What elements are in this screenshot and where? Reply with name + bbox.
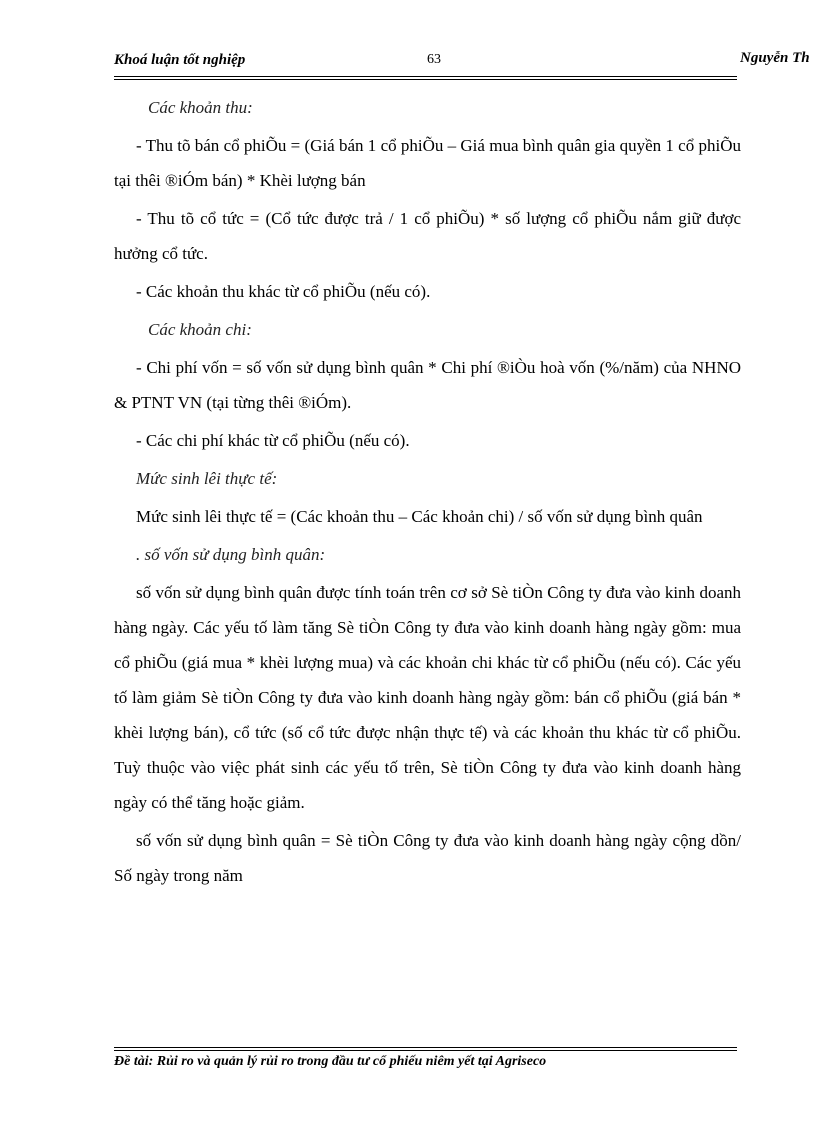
footer-rule-top xyxy=(114,1047,737,1048)
formula-so-von: số vốn sử dụng bình quân = Sè tiÒn Công ty đưa vào kinh doanh hàng ngày cộng dồn/ Số ngày trong năm xyxy=(114,831,741,885)
paragraph-so-von: số vốn sử dụng bình quân được tính toán trên cơ sở Sè tiÒn Công ty đưa vào kinh doanh hàng ngày. Các yếu tố làm tăng Sè tiÒn Công ty đưa vào kinh doanh hàng ngày gồm: mua cổ phiÕu (giá mua * khèi lượng mua) và các khoản chi khác từ cổ phiÕu (nếu có). Các yếu tố làm giảm Sè tiÒn Công ty đưa vào kinh doanh hàng ngày gồm: bán cổ phiÕu (giá bán * khèi lượng bán), cổ tức (số cổ tức được nhận thực tế) và các khoản thu khác từ cổ phiÕu. Tuỳ thuộc vào việc phát sinh các yếu tố trên, Sè tiÒn Công ty đưa vào kinh doanh hàng ngày có thể tăng hoặc giảm. xyxy=(114,583,741,812)
heading-khoan-chi: Các khoản chi: xyxy=(148,320,252,339)
item-chi-phi-von: - Chi phí vốn = số vốn sử dụng bình quân * Chi phí ®iÒu hoà vốn (%/năm) của NHNO & PTNT VN (tại từng thêi ®iÓm). xyxy=(114,358,741,412)
footer-rule-bottom xyxy=(114,1050,737,1051)
page-number: 63 xyxy=(427,52,441,67)
heading-so-von: . số vốn sử dụng bình quân: xyxy=(136,545,326,564)
document-body xyxy=(114,90,741,893)
heading-muc-sinh-loi: Mức sinh lêi thực tế: xyxy=(136,469,278,488)
item-thu-khac: - Các khoản thu khác từ cổ phiÕu (nếu có). xyxy=(136,282,431,301)
header-author: Nguyễn Th xyxy=(740,50,810,66)
item-chi-phi-khac: - Các chi phí khác từ cổ phiÕu (nếu có). xyxy=(136,431,410,450)
header-rule-bottom xyxy=(114,79,737,80)
heading-khoan-thu: Các khoản thu: xyxy=(148,98,253,117)
header-rule-top xyxy=(114,76,737,77)
item-thu-co-tuc: - Thu tõ cổ tức = (Cổ tức được trả / 1 cổ phiÕu) * số lượng cổ phiÕu nắm giữ được hưởng cổ tức. xyxy=(114,209,741,263)
header-thesis-label: Khoá luận tốt nghiệp xyxy=(114,52,246,68)
item-thu-ban-co-phieu: - Thu tõ bán cổ phiÕu = (Giá bán 1 cổ phiÕu – Giá mua bình quân gia quyền 1 cổ phiÕu tại thêi ®iÓm bán) * Khèi lượng bán xyxy=(114,136,741,190)
footer-topic: Đề tài: Rủi ro và quản lý rủi ro trong đầu tư cổ phiếu niêm yết tại Agriseco xyxy=(114,1054,547,1069)
formula-muc-sinh-loi: Mức sinh lêi thực tế = (Các khoản thu – Các khoản chi) / số vốn sử dụng bình quân xyxy=(136,507,703,526)
